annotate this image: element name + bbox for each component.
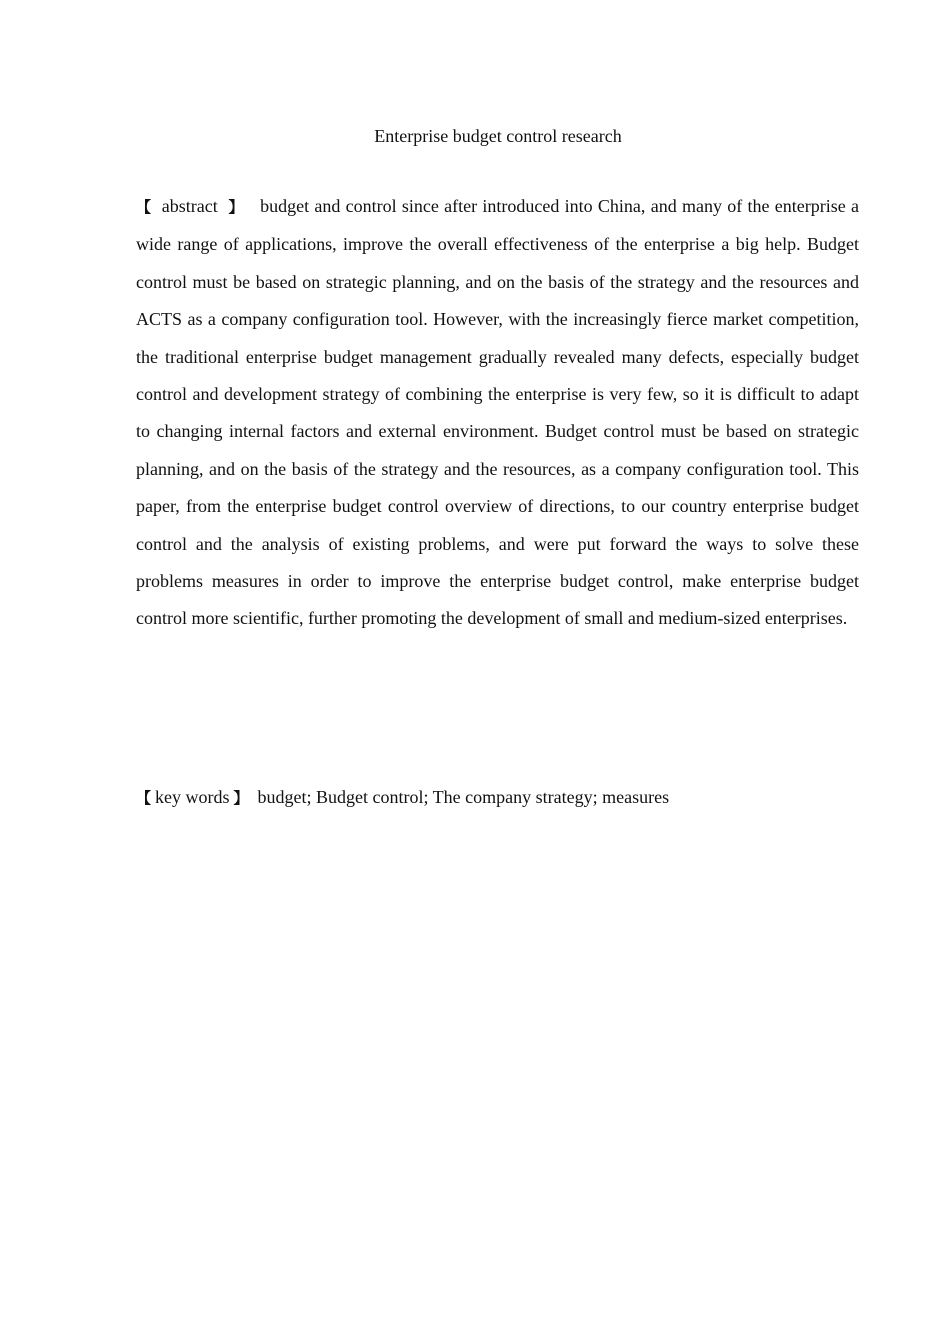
abstract-open-bracket: 【 (136, 198, 152, 216)
keywords-label: key words (155, 787, 230, 807)
abstract-paragraph (136, 188, 859, 638)
abstract-label: abstract (161, 196, 218, 216)
abstract-text: budget and control since after introduced into China, and many of the enterprise a wide range of applications, improve the overall effectiveness of the enterprise a big help. Budget control must be based on strategic planning, and on the basis of the strategy and the resources and ACTS as a company configuration tool. However, with the increasingly fierce market competition, the traditional enterprise budget management gradually revealed many defects, especially budget control and development strategy of combining the enterprise is very few, so it is difficult to adapt to changing internal factors and external environment. Budget control must be based on strategic planning, and on the basis of the strategy and the resources, as a company configuration tool. This paper, from the enterprise budget control overview of directions, to our country enterprise budget control and the analysis of existing problems, and were put forward the ways to solve these problems measures in order to improve the enterprise budget control, make enterprise budget control more scientific, further promoting the development of small and medium-sized enterprises. (136, 196, 859, 629)
keywords-text: budget; Budget control; The company strategy; measures (257, 787, 670, 807)
abstract-close-bracket: 】 (227, 198, 245, 216)
keywords-line (136, 783, 859, 812)
keywords-close-bracket: 】 (233, 789, 249, 807)
document-title: Enterprise budget control research (374, 126, 622, 146)
keywords-open-bracket: 【 (136, 789, 152, 807)
